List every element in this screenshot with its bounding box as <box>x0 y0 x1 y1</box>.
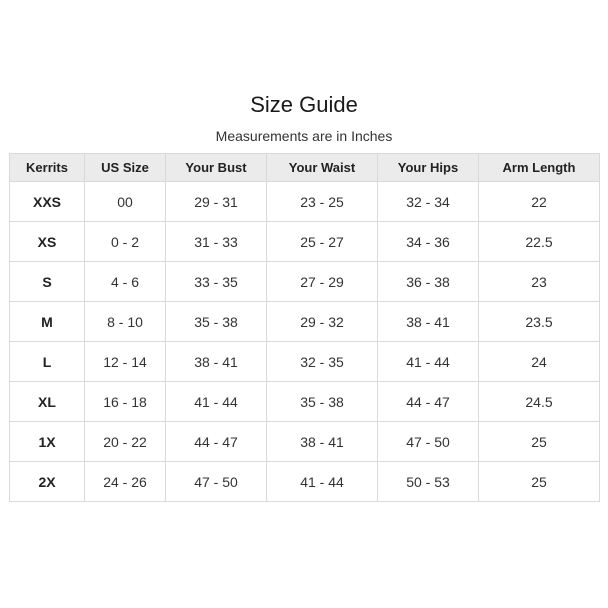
arm-length-cell: 22.5 <box>479 222 600 262</box>
bust-cell: 38 - 41 <box>166 342 267 382</box>
arm-length-cell: 24.5 <box>479 382 600 422</box>
size-cell: M <box>10 302 85 342</box>
column-header-waist: Your Waist <box>267 154 378 182</box>
hips-cell: 34 - 36 <box>378 222 479 262</box>
size-cell: 1X <box>10 422 85 462</box>
arm-length-cell: 25 <box>479 462 600 502</box>
table-row <box>10 182 600 222</box>
header-row <box>10 154 600 182</box>
size-cell: XXS <box>10 182 85 222</box>
size-cell: S <box>10 262 85 302</box>
us-size-cell: 16 - 18 <box>85 382 166 422</box>
size-cell: L <box>10 342 85 382</box>
us-size-cell: 8 - 10 <box>85 302 166 342</box>
us-size-cell: 20 - 22 <box>85 422 166 462</box>
arm-length-cell: 23.5 <box>479 302 600 342</box>
table-row <box>10 302 600 342</box>
bust-cell: 47 - 50 <box>166 462 267 502</box>
waist-cell: 41 - 44 <box>267 462 378 502</box>
bust-cell: 44 - 47 <box>166 422 267 462</box>
size-cell: XL <box>10 382 85 422</box>
column-header-hips: Your Hips <box>378 154 479 182</box>
page-subtitle: Measurements are in Inches <box>215 128 393 144</box>
waist-cell: 25 - 27 <box>267 222 378 262</box>
column-header-bust: Your Bust <box>166 154 267 182</box>
table-row <box>10 382 600 422</box>
column-header-arm-length: Arm Length <box>479 154 600 182</box>
table-row <box>10 462 600 502</box>
waist-cell: 29 - 32 <box>267 302 378 342</box>
waist-cell: 35 - 38 <box>267 382 378 422</box>
hips-cell: 44 - 47 <box>378 382 479 422</box>
us-size-cell: 00 <box>85 182 166 222</box>
hips-cell: 38 - 41 <box>378 302 479 342</box>
table-row <box>10 342 600 382</box>
us-size-cell: 12 - 14 <box>85 342 166 382</box>
hips-cell: 32 - 34 <box>378 182 479 222</box>
waist-cell: 27 - 29 <box>267 262 378 302</box>
arm-length-cell: 22 <box>479 182 600 222</box>
waist-cell: 32 - 35 <box>267 342 378 382</box>
table-row <box>10 262 600 302</box>
arm-length-cell: 24 <box>479 342 600 382</box>
us-size-cell: 4 - 6 <box>85 262 166 302</box>
waist-cell: 23 - 25 <box>267 182 378 222</box>
arm-length-cell: 25 <box>479 422 600 462</box>
us-size-cell: 24 - 26 <box>85 462 166 502</box>
size-table <box>9 153 600 502</box>
bust-cell: 41 - 44 <box>166 382 267 422</box>
arm-length-cell: 23 <box>479 262 600 302</box>
size-cell: 2X <box>10 462 85 502</box>
bust-cell: 33 - 35 <box>166 262 267 302</box>
hips-cell: 36 - 38 <box>378 262 479 302</box>
bust-cell: 31 - 33 <box>166 222 267 262</box>
bust-cell: 29 - 31 <box>166 182 267 222</box>
hips-cell: 41 - 44 <box>378 342 479 382</box>
hips-cell: 47 - 50 <box>378 422 479 462</box>
table-row <box>10 222 600 262</box>
bust-cell: 35 - 38 <box>166 302 267 342</box>
hips-cell: 50 - 53 <box>378 462 479 502</box>
column-header-kerrits: Kerrits <box>10 154 85 182</box>
table-header <box>10 154 600 182</box>
column-header-us-size: US Size <box>85 154 166 182</box>
waist-cell: 38 - 41 <box>267 422 378 462</box>
us-size-cell: 0 - 2 <box>85 222 166 262</box>
table-row <box>10 422 600 462</box>
page-title: Size Guide <box>250 92 358 117</box>
table-body <box>10 182 600 502</box>
size-cell: XS <box>10 222 85 262</box>
